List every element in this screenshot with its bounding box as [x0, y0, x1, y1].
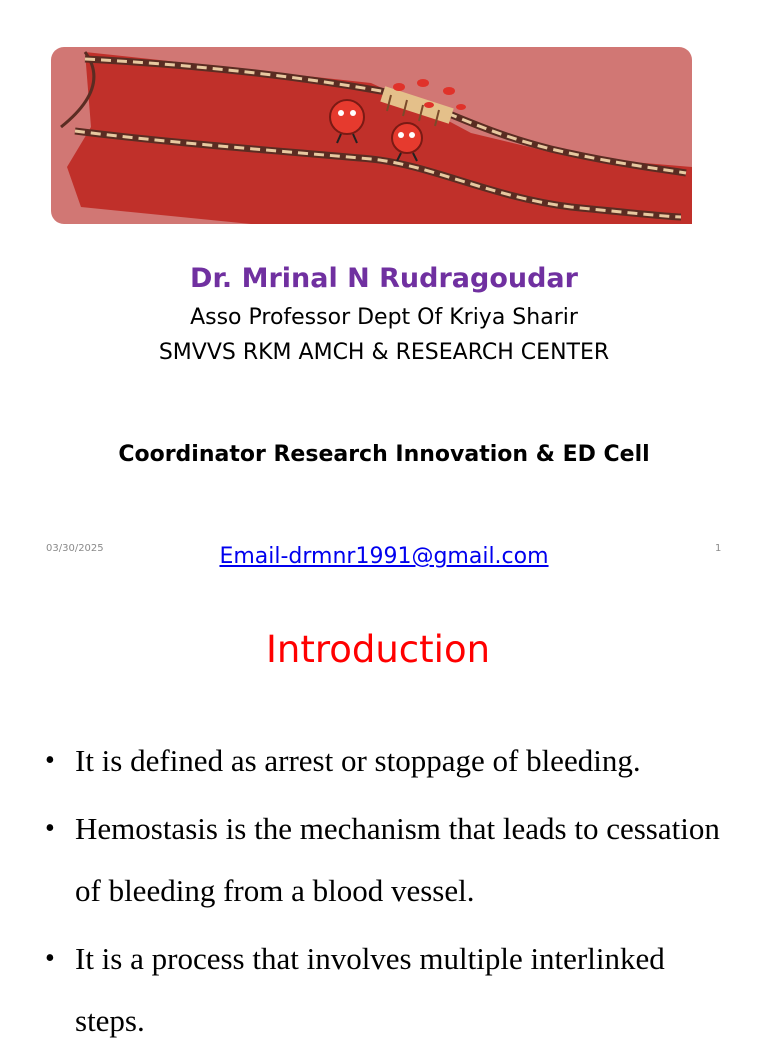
- presenter-name: Dr. Mrinal N Rudragoudar: [190, 263, 578, 294]
- bullet-item: [40, 928, 740, 1052]
- slide-title: Introduction: [265, 628, 491, 671]
- bullet-text: It is a process that involves multiple interlinked steps.: [75, 941, 665, 1038]
- bullet-dot-icon: •: [45, 813, 55, 844]
- introduction-slide: [0, 580, 768, 1038]
- email-container: [100, 542, 668, 572]
- slide-date: 03/30/2025: [46, 543, 104, 554]
- presenter-organization: SMVVS RKM AMCH & RESEARCH CENTER: [158, 340, 610, 365]
- email-link[interactable]: Email-drmnr1991@gmail.com: [219, 544, 549, 569]
- bullet-text: It is defined as arrest or stoppage of bleeding.: [75, 743, 641, 778]
- bullet-dot-icon: •: [45, 745, 55, 776]
- bullet-item: [40, 730, 740, 792]
- coordinator-title: Coordinator Research Innovation & ED Cell: [118, 442, 650, 467]
- slide-number: 1: [715, 543, 722, 554]
- bullet-list: [40, 730, 740, 1058]
- presenter-role: Asso Professor Dept Of Kriya Sharir: [190, 305, 578, 330]
- bullet-item: [40, 798, 740, 922]
- bullet-text: Hemostasis is the mechanism that leads to cessation of bleeding from a blood vessel.: [75, 811, 720, 908]
- banner-image: [51, 47, 692, 224]
- bullet-dot-icon: •: [45, 943, 55, 974]
